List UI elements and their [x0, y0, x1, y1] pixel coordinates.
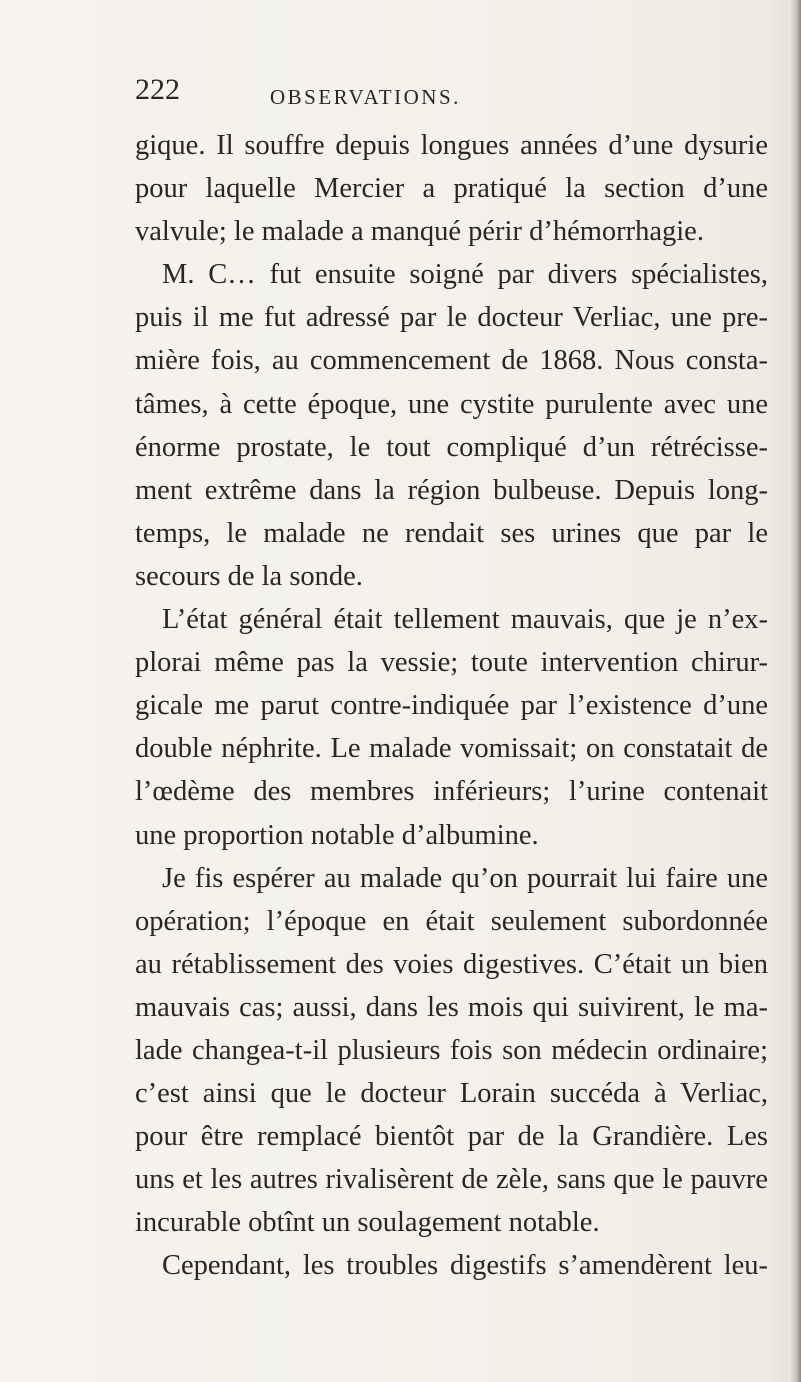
text-line: l’œdème des membres inférieurs; l’urine contenait [135, 776, 768, 808]
page-edge-shadow [789, 0, 801, 1382]
text-line: double néphrite. Le malade vomissait; on constatait de [135, 733, 768, 765]
page-header [135, 70, 775, 110]
body-text [135, 124, 768, 1288]
text-line: au rétablissement des voies digestives. C’était un bien [135, 948, 768, 980]
page-number: 222 [135, 73, 180, 106]
text-line: mière fois, au commencement de 1868. Nous consta- [135, 345, 768, 377]
text-line: lade changea-t-il plusieurs fois son médecin ordinaire; [135, 1034, 768, 1066]
text-line: tâmes, à cette époque, une cystite purulente avec une [135, 388, 768, 420]
text-line: ment extrême dans la région bulbeuse. Depuis long- [135, 474, 768, 506]
text-line: Cependant, les troubles digestifs s’amendèrent leu- [162, 1250, 768, 1282]
text-line: M. C… fut ensuite soigné par divers spécialistes, [162, 259, 768, 291]
text-line: gique. Il souffre depuis longues années d’une dysurie [135, 130, 768, 161]
text-line: Je fis espérer au malade qu’on pourrait lui faire une [162, 862, 768, 894]
text-line: énorme prostate, le tout compliqué d’un rétrécisse- [135, 431, 768, 463]
text-line: mauvais cas; aussi, dans les mois qui suivirent, le ma- [135, 991, 768, 1023]
text-line: puis il me fut adressé par le docteur Verliac, une pre- [135, 302, 768, 334]
text-line: temps, le malade ne rendait ses urines que par le [135, 517, 768, 549]
text-line: pour être remplacé bientôt par de la Grandière. Les [135, 1121, 768, 1153]
text-line: gicale me parut contre-indiquée par l’existence d’une [135, 690, 768, 722]
text-line: pour laquelle Mercier a pratiqué la section d’une [135, 173, 768, 205]
text-line: valvule; le malade a manqué périr d’hémorrhagie. [135, 216, 704, 248]
text-line: une proportion notable d’albumine. [135, 819, 539, 851]
text-line: L’état général était tellement mauvais, que je n’ex- [162, 604, 768, 636]
text-line: secours de la sonde. [135, 560, 363, 592]
text-line: c’est ainsi que le docteur Lorain succéda à Verliac, [135, 1078, 768, 1110]
text-line: uns et les autres rivalisèrent de zèle, sans que le pauvre [135, 1164, 768, 1196]
text-line: opération; l’époque en était seulement subordonnée [135, 905, 768, 937]
text-line: plorai même pas la vessie; toute intervention chirur- [135, 647, 768, 679]
text-line: incurable obtînt un soulagement notable. [135, 1207, 600, 1239]
running-head: OBSERVATIONS. [270, 85, 461, 109]
